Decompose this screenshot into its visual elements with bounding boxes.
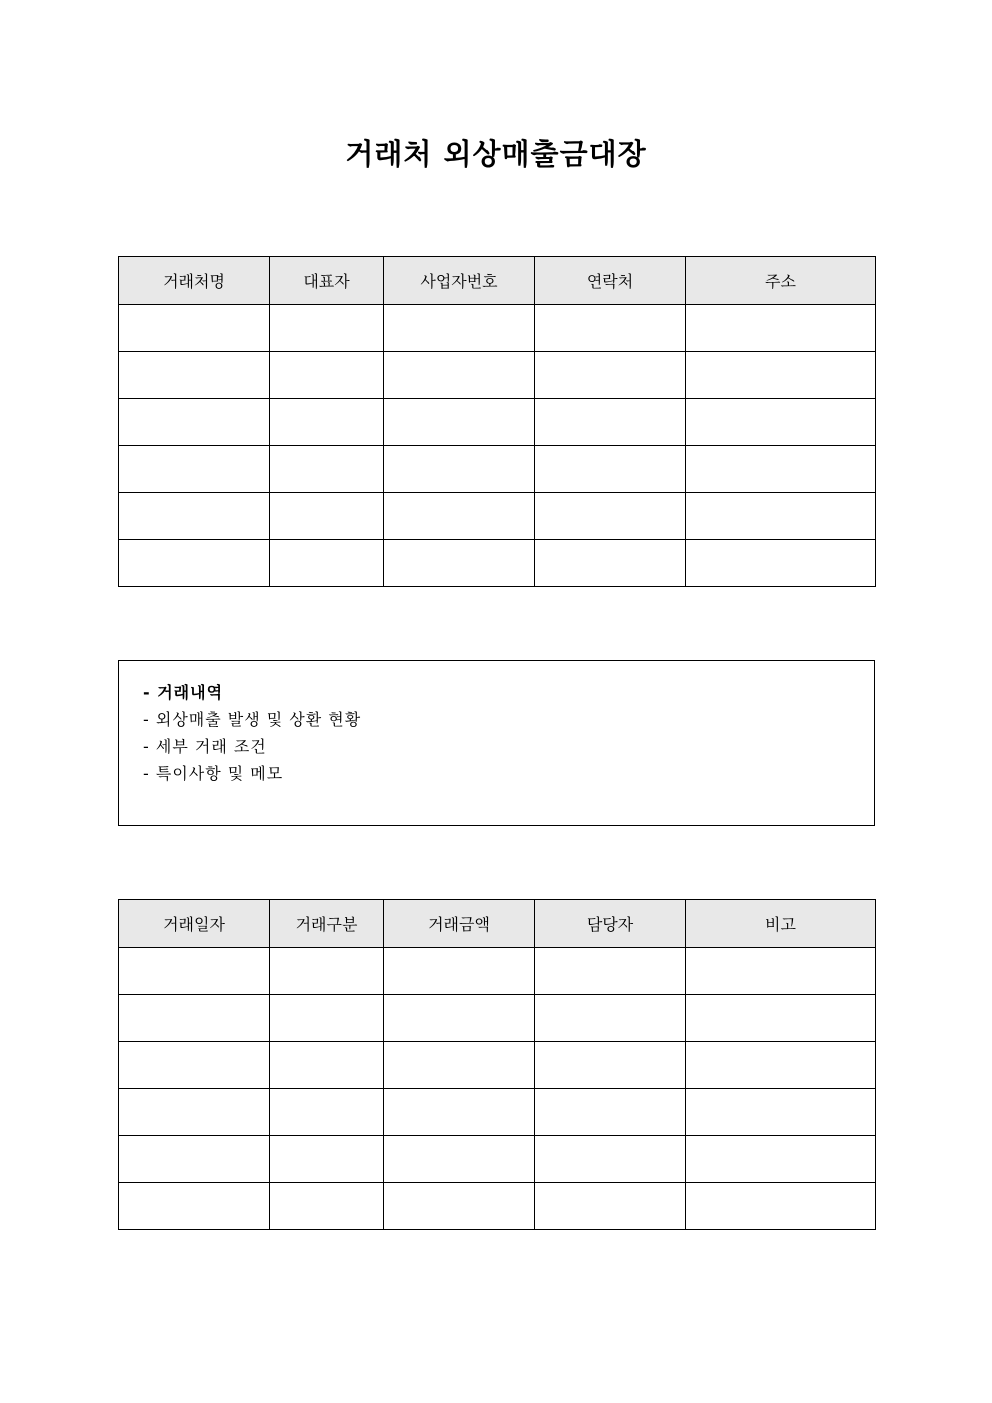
table-cell[interactable] <box>535 1089 686 1136</box>
table-cell[interactable] <box>119 446 270 493</box>
table-cell[interactable] <box>270 1042 384 1089</box>
column-header-address: 주소 <box>686 257 876 305</box>
table-row <box>119 540 876 587</box>
table-cell[interactable] <box>119 399 270 446</box>
table-cell[interactable] <box>535 1136 686 1183</box>
table-cell[interactable] <box>270 995 384 1042</box>
column-header-representative: 대표자 <box>270 257 384 305</box>
table-cell[interactable] <box>686 352 876 399</box>
table-cell[interactable] <box>686 1183 876 1230</box>
table-cell[interactable] <box>686 1089 876 1136</box>
table-cell[interactable] <box>384 352 535 399</box>
column-header-transaction-amount: 거래금액 <box>384 900 535 948</box>
table-row <box>119 948 876 995</box>
table-cell[interactable] <box>119 1089 270 1136</box>
table-cell[interactable] <box>119 1136 270 1183</box>
table-cell[interactable] <box>686 540 876 587</box>
table-cell[interactable] <box>535 995 686 1042</box>
notes-list <box>143 706 874 787</box>
table-cell[interactable] <box>270 1089 384 1136</box>
table-cell[interactable] <box>119 305 270 352</box>
table-cell[interactable] <box>384 305 535 352</box>
table-cell[interactable] <box>119 995 270 1042</box>
table-cell[interactable] <box>384 399 535 446</box>
table-cell[interactable] <box>384 446 535 493</box>
table-cell[interactable] <box>270 493 384 540</box>
table-cell[interactable] <box>384 1183 535 1230</box>
table-cell[interactable] <box>270 399 384 446</box>
table-cell[interactable] <box>535 399 686 446</box>
table-cell[interactable] <box>270 446 384 493</box>
table-cell[interactable] <box>686 995 876 1042</box>
table-cell[interactable] <box>686 493 876 540</box>
column-header-contact: 연락처 <box>535 257 686 305</box>
table-cell[interactable] <box>270 352 384 399</box>
table-row <box>119 995 876 1042</box>
table-cell[interactable] <box>535 352 686 399</box>
table-cell[interactable] <box>535 540 686 587</box>
table-row <box>119 1042 876 1089</box>
notes-item: - 특이사항 및 메모 <box>143 764 284 783</box>
table-cell[interactable] <box>270 305 384 352</box>
column-header-transaction-type: 거래구분 <box>270 900 384 948</box>
table-row <box>119 399 876 446</box>
table-cell[interactable] <box>686 1042 876 1089</box>
table-cell[interactable] <box>686 1136 876 1183</box>
table-row <box>119 446 876 493</box>
table-cell[interactable] <box>384 995 535 1042</box>
table-cell[interactable] <box>384 1089 535 1136</box>
table-row <box>119 493 876 540</box>
table-cell[interactable] <box>119 948 270 995</box>
table-cell[interactable] <box>535 1042 686 1089</box>
table-cell[interactable] <box>686 305 876 352</box>
table-cell[interactable] <box>535 1183 686 1230</box>
table-cell[interactable] <box>119 352 270 399</box>
table-cell[interactable] <box>119 540 270 587</box>
table-row <box>119 1183 876 1230</box>
table-cell[interactable] <box>119 1042 270 1089</box>
table-cell[interactable] <box>686 948 876 995</box>
transaction-table <box>118 899 876 1230</box>
table-row <box>119 1089 876 1136</box>
table-cell[interactable] <box>270 1183 384 1230</box>
client-table <box>118 256 876 587</box>
table-cell[interactable] <box>384 540 535 587</box>
column-header-business-number: 사업자번호 <box>384 257 535 305</box>
table-row <box>119 305 876 352</box>
client-table-header-row <box>119 257 876 305</box>
table-cell[interactable] <box>535 446 686 493</box>
table-cell[interactable] <box>384 493 535 540</box>
table-cell[interactable] <box>270 948 384 995</box>
column-header-remarks: 비고 <box>686 900 876 948</box>
transaction-notes-box <box>118 660 875 826</box>
table-cell[interactable] <box>535 493 686 540</box>
table-cell[interactable] <box>270 540 384 587</box>
column-header-person-in-charge: 담당자 <box>535 900 686 948</box>
table-cell[interactable] <box>119 493 270 540</box>
table-cell[interactable] <box>384 1136 535 1183</box>
table-cell[interactable] <box>535 305 686 352</box>
table-cell[interactable] <box>119 1183 270 1230</box>
table-cell[interactable] <box>535 948 686 995</box>
table-row <box>119 1136 876 1183</box>
table-cell[interactable] <box>686 399 876 446</box>
table-row <box>119 352 876 399</box>
table-cell[interactable] <box>686 446 876 493</box>
column-header-transaction-date: 거래일자 <box>119 900 270 948</box>
page-title: 거래처 외상매출금대장 <box>345 137 647 171</box>
table-cell[interactable] <box>384 948 535 995</box>
column-header-client-name: 거래처명 <box>119 257 270 305</box>
notes-heading: - 거래내역 <box>143 683 224 702</box>
notes-item: - 외상매출 발생 및 상환 현황 <box>143 710 362 729</box>
transaction-table-header-row <box>119 900 876 948</box>
notes-item: - 세부 거래 조건 <box>143 737 267 756</box>
table-cell[interactable] <box>384 1042 535 1089</box>
table-cell[interactable] <box>270 1136 384 1183</box>
